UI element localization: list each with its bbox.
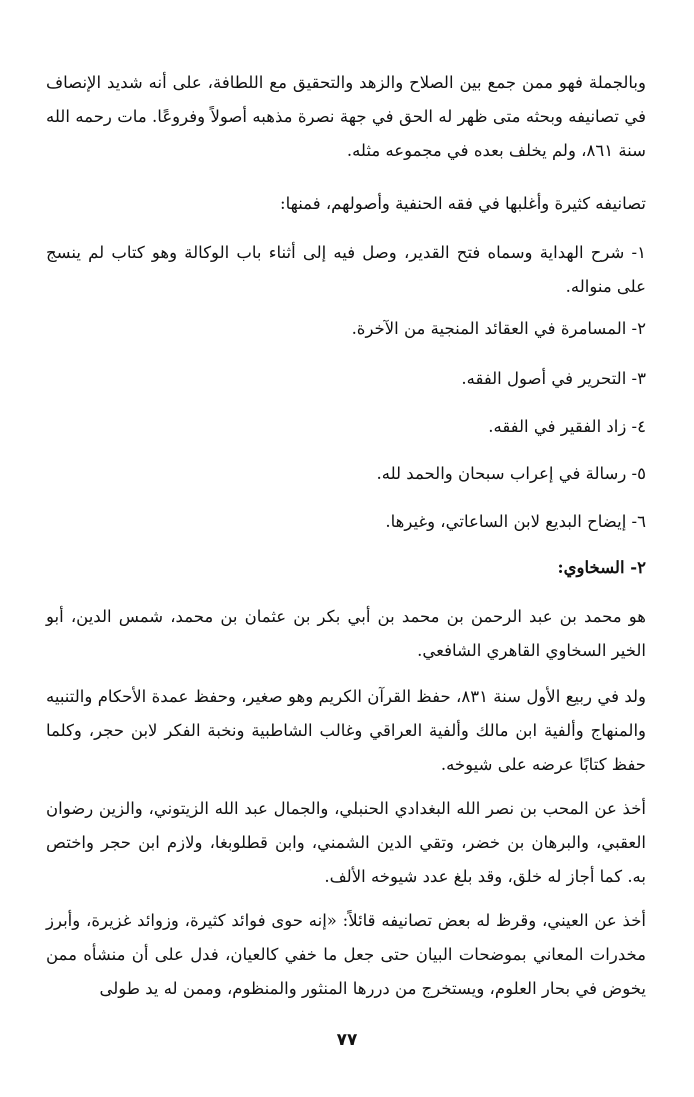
work-item-1 bbox=[46, 236, 646, 304]
work-item-2-text: ٢- المسامرة في العقائد المنجية من الآخرة. bbox=[351, 319, 646, 338]
section-heading-text: ٢- السخاوي: bbox=[557, 558, 646, 577]
works-intro-text: تصانيفه كثيرة وأغلبها في فقه الحنفية وأصولهم، فمنها: bbox=[280, 194, 646, 213]
work-item-3-text: ٣- التحرير في أصول الفقه. bbox=[461, 369, 646, 388]
paragraph-sakhawi-teachers bbox=[46, 792, 646, 894]
paragraph-intro bbox=[46, 66, 646, 168]
paragraph-sakhawi-birth bbox=[46, 680, 646, 782]
paragraph-intro-text: وبالجملة فهو ممن جمع بين الصلاح والزهد والتحقيق مع اللطافة، على أنه شديد الإنصاف في تصانيفه وبحثه متى ظهر له الحق في جهة نصرة مذهبه أصولاً وفروعًا. مات رحمه الله سنة ٨٦١، ولم يخلف بعده في مجموعه مثله. bbox=[46, 73, 646, 160]
paragraph-sakhawi-ayni bbox=[46, 904, 646, 1006]
work-item-5-text: ٥- رسالة في إعراب سبحان والحمد لله. bbox=[376, 464, 646, 483]
sakhawi-name-text: هو محمد بن عبد الرحمن بن محمد بن أبي بكر بن عثمان بن محمد، شمس الدين، أبو الخير السخاوي القاهري الشافعي. bbox=[46, 607, 646, 660]
section-heading bbox=[46, 553, 646, 583]
work-item-5 bbox=[46, 459, 646, 489]
work-item-6-text: ٦- إيضاح البديع لابن الساعاتي، وغيرها. bbox=[385, 512, 646, 531]
work-item-4 bbox=[46, 412, 646, 442]
paragraph-works-intro bbox=[46, 189, 646, 219]
sakhawi-teachers-text: أخذ عن المحب بن نصر الله البغدادي الحنبلي، والجمال عبد الله الزيتوني، والزين رضوان العقبي، والبرهان بن خضر، وتقي الدين الشمني، وابن قطلوبغا، ولازم ابن حجر واختص به. كما أجاز له خلق، وقد بلغ عدد شيوخه الألف. bbox=[46, 799, 646, 886]
work-item-3 bbox=[46, 364, 646, 394]
work-item-4-text: ٤- زاد الفقير في الفقه. bbox=[488, 417, 646, 436]
sakhawi-ayni-text: أخذ عن العيني، وقرظ له بعض تصانيفه قائلاً: «إنه حوى فوائد كثيرة، وزوائد غزيرة، وأبرز مخدرات المعاني بموضحات البيان حتى جعل ما خفي كالعيان، فدل على أن منشأه ممن يخوض في بحار العلوم، ويستخرج من دررها المنثور والمنظوم، وممن له يد طولى bbox=[46, 911, 646, 998]
work-item-1-text: ١- شرح الهداية وسماه فتح القدير، وصل فيه إلى أثناء باب الوكالة وهو كتاب لم ينسج على منواله. bbox=[46, 243, 646, 296]
work-item-6 bbox=[46, 507, 646, 537]
work-item-2 bbox=[46, 314, 646, 344]
paragraph-sakhawi-name bbox=[46, 600, 646, 668]
sakhawi-birth-text: ولد في ربيع الأول سنة ٨٣١، حفظ القرآن الكريم وهو صغير، وحفظ عمدة الأحكام والتنبيه والمنهاج وألفية ابن مالك وألفية العراقي وغالب الشاطبية ونخبة الفكر لابن حجر، وكلما حفظ كتابًا عرضه على شيوخه. bbox=[46, 687, 646, 774]
page-number: ٧٧ bbox=[336, 1030, 358, 1050]
